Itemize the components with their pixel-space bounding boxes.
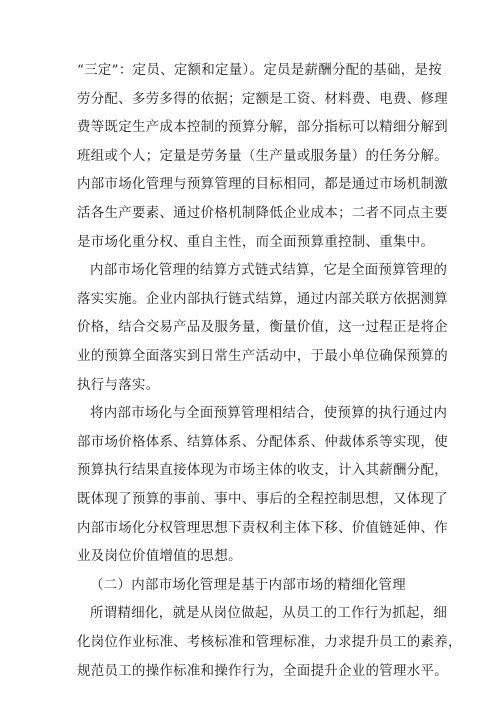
text-line: 劳分配、多劳多得的依据；定额是工资、材料费、电费、修理 xyxy=(77,91,448,107)
text-line: 所谓精细化，就是从岗位做起，从员工的工作行为抓起，细 xyxy=(90,606,448,622)
text-line: 班组或个人；定量是劳务量（生产量或服务量）的任务分解。 xyxy=(77,148,448,164)
text-line: 预算执行结果直接体现为市场主体的收支，计入其薪酬分配， xyxy=(77,463,448,479)
text-line: 业的预算全面落实到日常生产活动中，于最小单位确保预算的 xyxy=(77,349,448,364)
text-line: 内部市场化分权管理思想下责权利主体下移、价值链延伸、作 xyxy=(77,520,448,536)
section-heading: （二）内部市场化管理是基于内部市场的精细化管理 xyxy=(90,577,407,593)
text-line: 规范员工的操作标准和操作行为，全面提升企业的管理水平。 xyxy=(77,663,448,679)
text-line: 部市场价格体系、结算体系、分配体系、仲裁体系等实现，使 xyxy=(77,434,448,450)
text-line: 落实实施。企业内部执行链式结算，通过内部关联方依据测算 xyxy=(77,291,448,307)
text-line: “三定”：定员、定额和定量）。定员是薪酬分配的基础，是按 xyxy=(77,63,442,78)
text-line: 化岗位作业标准、考核标准和管理标准，力求提升员工的素养， xyxy=(77,635,462,650)
text-line: 内部市场化管理的结算方式链式结算，它是全面预算管理的 xyxy=(90,263,448,279)
text-line: 是市场化重分权、重自主性，而全面预算重控制、重集中。 xyxy=(77,234,435,250)
text-line: 将内部市场化与全面预算管理相结合，使预算的执行通过内 xyxy=(90,406,448,422)
text-line: 既体现了预算的事前、事中、事后的全程控制思想，又体现了 xyxy=(77,492,448,507)
text-line: 内部市场化管理与预算管理的目标相同，都是通过市场机制激 xyxy=(77,177,448,193)
text-line: 费等既定生产成本控制的预算分解，部分指标可以精细分解到 xyxy=(77,120,448,136)
text-line: 执行与落实。 xyxy=(77,377,160,393)
text-line: 价格，结合交易产品及服务量，衡量价值，这一过程正是将企 xyxy=(77,320,448,336)
text-line: 业及岗位价值增值的思想。 xyxy=(77,549,242,565)
text-line: 活各生产要素、通过价格机制降低企业成本；二者不同点主要 xyxy=(77,206,448,221)
